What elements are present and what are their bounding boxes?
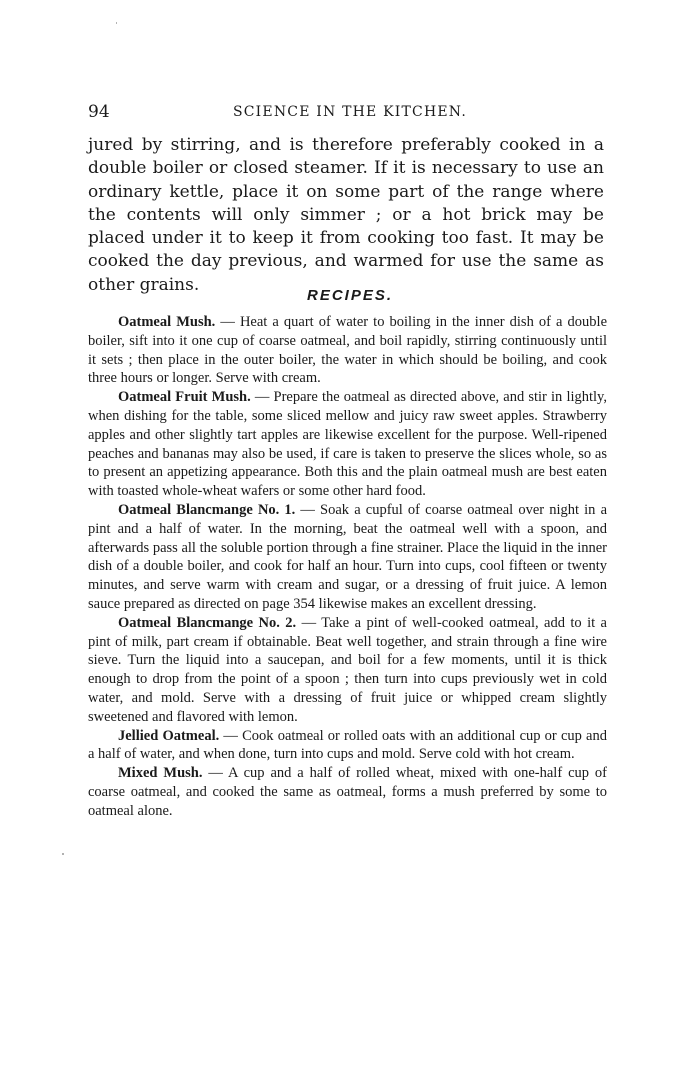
paper-speck xyxy=(62,853,64,855)
recipe-oatmeal-blancmange-1 xyxy=(88,501,607,614)
running-head: SCIENCE IN THE KITCHEN. xyxy=(232,104,467,120)
recipe-text: — Soak a cupful of coarse oatmeal over night in a pint and a half of water. In the morning, beat the oatmeal well with a spoon, and afterwards pass all the soluble portion through a fine strainer. Place the liquid in the inner dish of a double boiler, and cook for half an hour. Turn into cups, cool fifteen or twenty minutes, and serve warm with cream and sugar, or a dressing of fruit juice. A lemon sauce prepared as directed on page 354 likewise makes an excellent dressing. xyxy=(88,501,607,612)
page-number: 94 xyxy=(88,102,110,122)
recipe-title: Jellied Oatmeal. xyxy=(118,727,220,744)
recipe-text: — Prepare the oatmeal as directed above, and stir in lightly, when dishing for the table, some sliced mellow and juicy raw sweet apples. Strawberry apples and other slightly tart apples are likewise excellent for the purpose. Well-ripened peaches and bananas may also be used, if care is taken to preserve the slices whole, so as to present an appetizing appearance. Both this and the plain oatmeal mush are best eaten with toasted whole-wheat wafers or some other hard food. xyxy=(88,389,607,500)
recipe-text: — Take a pint of well-cooked oatmeal, add to it a pint of milk, part cream if obtainable. Beat well together, and strain through a fine wire sieve. Turn the liquid into a saucepan, and boil for a few moments, until it is thick enough to drop from the point of a spoon ; then turn into cups previously wet in cold water, and mold. Serve with a dressing of fruit juice or whipped cream slightly sweetened and flavored with lemon. xyxy=(88,614,607,725)
recipes-list xyxy=(88,313,607,821)
page-header xyxy=(88,102,612,124)
recipe-title: Oatmeal Mush. xyxy=(118,314,216,330)
recipe-text: — Heat a quart of water to boiling in the inner dish of a double boiler, sift into it one cup of coarse oatmeal, and boil rapidly, stirring continuously until it sets ; then place in the outer boiler, the water in which should be boiling, and cook three hours or longer. Serve with cream. xyxy=(88,314,608,387)
recipe-title: Oatmeal Blancmange No. 2. xyxy=(118,614,297,631)
recipe-text: — A cup and a half of rolled wheat, mixed with one-half cup of coarse oatmeal, and cooked the same as oatmeal, forms a mush preferred by some to oatmeal alone. xyxy=(88,765,607,819)
recipe-oatmeal-mush xyxy=(88,313,607,388)
recipe-oatmeal-blancmange-2 xyxy=(88,614,607,727)
recipe-text: — Cook oatmeal or rolled oats with an additional cup or cup and a half of water, and when done, turn into cups and mold. Serve cold with hot cream. xyxy=(88,727,607,763)
paper-speck xyxy=(116,22,117,24)
intro-paragraph: jured by stirring, and is therefore preferably cooked in a double boiler or closed steamer. If it is necessary to use an ordinary kettle, place it on some part of the range where the contents will only simmer ; or a hot brick may be placed under it to keep it from cooking too fast. It may be cooked the day previous, and warmed for use the same as other grains. xyxy=(88,135,604,295)
recipes-heading: RECIPES. xyxy=(306,287,394,304)
recipe-jellied-oatmeal xyxy=(88,727,607,765)
recipe-title: Oatmeal Blancmange No. 1. xyxy=(118,501,296,518)
recipe-oatmeal-fruit-mush xyxy=(88,388,607,501)
recipe-mixed-mush xyxy=(88,764,607,820)
recipe-title: Mixed Mush. xyxy=(118,765,203,782)
recipe-title: Oatmeal Fruit Mush. xyxy=(118,389,251,406)
